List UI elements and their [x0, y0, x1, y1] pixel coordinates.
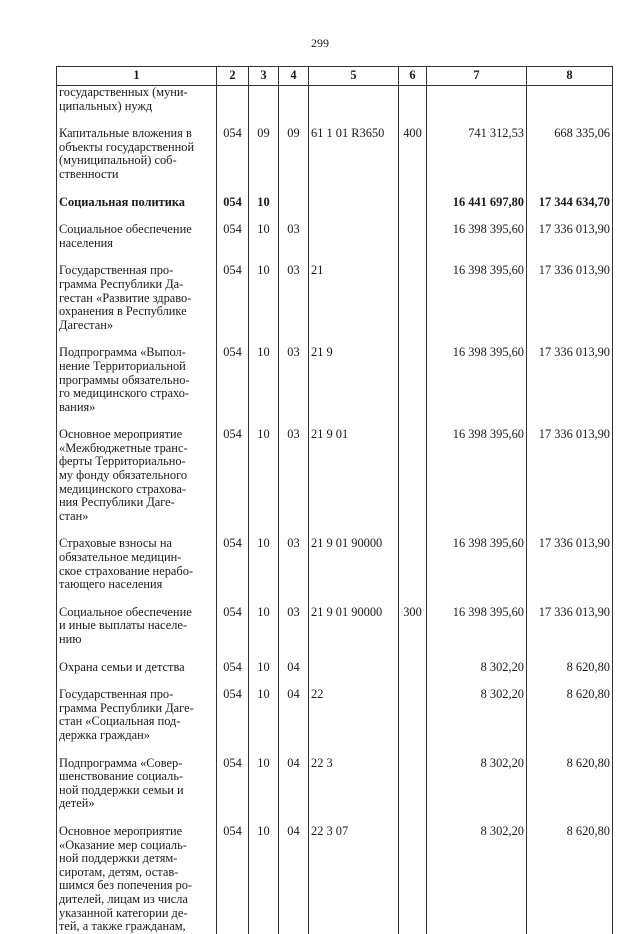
amount-year1-cell: 16 398 395,60	[427, 264, 527, 346]
table-row	[57, 825, 613, 934]
target-article-cell	[309, 223, 399, 264]
table-row	[57, 688, 613, 756]
podrazdel-cell: 03	[279, 264, 309, 346]
vedomstvo-cell: 054	[217, 661, 249, 689]
amount-year1-cell: 8 302,20	[427, 757, 527, 825]
row-name-line: детей»	[59, 796, 95, 811]
expense-type-cell: 300	[399, 606, 427, 661]
amount-year2-cell: 17 344 634,70	[527, 196, 613, 224]
target-article-cell: 21 9	[309, 346, 399, 428]
row-name-line: стан «Социальная под-	[59, 714, 181, 729]
row-name-line: ной поддержки детям-	[59, 851, 178, 866]
amount-year1-cell: 16 398 395,60	[427, 606, 527, 661]
vedomstvo-cell: 054	[217, 428, 249, 537]
row-name-line: ферты Территориально-	[59, 454, 186, 469]
target-article-cell: 21 9 01 90000	[309, 537, 399, 605]
row-name-line: ной поддержки семьи и	[59, 782, 184, 797]
vedomstvo-cell: 054	[217, 825, 249, 934]
row-name-line: Основное мероприятие	[59, 427, 183, 442]
amount-year1-cell: 16 398 395,60	[427, 223, 527, 264]
row-name-line: (муниципальной) соб-	[59, 153, 177, 168]
table-row	[57, 264, 613, 346]
row-name-line: Социальная политика	[59, 194, 185, 209]
row-name-line: Государственная про-	[59, 687, 174, 702]
row-name-line: сиротам, детям, остав-	[59, 864, 179, 879]
row-name-cell	[57, 688, 217, 756]
row-name-line: охранения в Республике	[59, 304, 187, 319]
table-row	[57, 223, 613, 264]
row-name-cell	[57, 606, 217, 661]
target-article-cell	[309, 86, 399, 128]
amount-year1-cell	[427, 86, 527, 128]
table-row	[57, 757, 613, 825]
podrazdel-cell: 03	[279, 428, 309, 537]
podrazdel-cell: 03	[279, 346, 309, 428]
podrazdel-cell: 03	[279, 606, 309, 661]
podrazdel-cell: 03	[279, 537, 309, 605]
table-row	[57, 346, 613, 428]
amount-year2-cell: 8 620,80	[527, 688, 613, 756]
podrazdel-cell: 03	[279, 223, 309, 264]
target-article-cell: 22 3 07	[309, 825, 399, 934]
razdel-cell: 10	[249, 537, 279, 605]
amount-year2-cell: 17 336 013,90	[527, 537, 613, 605]
expense-type-cell	[399, 757, 427, 825]
amount-year2-cell: 17 336 013,90	[527, 428, 613, 537]
expense-type-cell: 400	[399, 127, 427, 195]
row-name-line: нию	[59, 632, 82, 646]
vedomstvo-cell	[217, 86, 249, 128]
row-name-cell	[57, 264, 217, 346]
vedomstvo-cell: 054	[217, 264, 249, 346]
amount-year1-cell: 8 302,20	[427, 661, 527, 689]
column-header: 7	[427, 67, 527, 86]
budget-table	[56, 66, 613, 934]
row-name-line: дителей, лицам из числа	[59, 891, 188, 906]
row-name-cell	[57, 223, 217, 264]
row-name-cell	[57, 86, 217, 128]
expense-type-cell	[399, 688, 427, 756]
row-name-line: ское страхование нерабо-	[59, 563, 194, 578]
column-header: 5	[309, 67, 399, 86]
table-row	[57, 606, 613, 661]
razdel-cell: 10	[249, 346, 279, 428]
amount-year2-cell: 8 620,80	[527, 825, 613, 934]
target-article-cell: 22 3	[309, 757, 399, 825]
row-name-line: держка граждан»	[59, 727, 150, 742]
amount-year2-cell: 17 336 013,90	[527, 264, 613, 346]
row-name-line: Подпрограмма «Совер-	[59, 755, 183, 770]
target-article-cell: 61 1 01 R3650	[309, 127, 399, 195]
expense-type-cell	[399, 825, 427, 934]
expense-type-cell	[399, 428, 427, 537]
row-name-cell	[57, 537, 217, 605]
row-name-line: объекты государственной	[59, 139, 195, 154]
amount-year2-cell	[527, 86, 613, 128]
row-name-line: шенствование социаль-	[59, 769, 184, 784]
expense-type-cell	[399, 661, 427, 689]
row-name-line: населения	[59, 235, 113, 250]
table-header-row	[57, 67, 613, 86]
amount-year1-cell: 8 302,20	[427, 688, 527, 756]
podrazdel-cell: 04	[279, 661, 309, 689]
row-name-line: стан»	[59, 508, 89, 523]
razdel-cell: 10	[249, 196, 279, 224]
amount-year2-cell: 8 620,80	[527, 661, 613, 689]
row-name-line: медицинского страхова-	[59, 481, 187, 496]
row-name-line: го медицинского страхо-	[59, 386, 190, 401]
column-header: 6	[399, 67, 427, 86]
table-row	[57, 428, 613, 537]
vedomstvo-cell: 054	[217, 196, 249, 224]
page-number: 299	[311, 36, 329, 50]
row-name-cell	[57, 196, 217, 224]
amount-year2-cell: 17 336 013,90	[527, 606, 613, 661]
target-article-cell: 21 9 01 90000	[309, 606, 399, 661]
podrazdel-cell	[279, 86, 309, 128]
table-row	[57, 86, 613, 128]
row-name-line: указанной категории де-	[59, 905, 188, 920]
row-name-line: нение Территориальной	[59, 358, 186, 373]
expense-type-cell	[399, 223, 427, 264]
expense-type-cell	[399, 537, 427, 605]
amount-year1-cell: 16 441 697,80	[427, 196, 527, 224]
row-name-cell	[57, 346, 217, 428]
razdel-cell: 10	[249, 428, 279, 537]
podrazdel-cell: 04	[279, 688, 309, 756]
row-name-line: и иные выплаты населе-	[59, 618, 188, 633]
target-article-cell: 22	[309, 688, 399, 756]
row-name-cell	[57, 825, 217, 934]
column-header: 4	[279, 67, 309, 86]
table-row	[57, 661, 613, 689]
row-name-line: вания»	[59, 399, 96, 414]
row-name-line: Подпрограмма «Выпол-	[59, 345, 186, 360]
podrazdel-cell: 04	[279, 757, 309, 825]
vedomstvo-cell: 054	[217, 606, 249, 661]
razdel-cell: 10	[249, 757, 279, 825]
row-name-line: «Оказание мер социаль-	[59, 837, 187, 852]
amount-year2-cell: 668 335,06	[527, 127, 613, 195]
row-name-cell	[57, 127, 217, 195]
amount-year1-cell: 16 398 395,60	[427, 537, 527, 605]
row-name-line: обязательное медицин-	[59, 550, 182, 565]
amount-year1-cell: 741 312,53	[427, 127, 527, 195]
row-name-line: гестан «Развитие здраво-	[59, 290, 192, 305]
amount-year1-cell: 8 302,20	[427, 825, 527, 934]
expense-type-cell	[399, 86, 427, 128]
razdel-cell: 10	[249, 825, 279, 934]
row-name-line: Капитальные вложения в	[59, 126, 192, 141]
row-name-line: Страховые взносы на	[59, 536, 172, 551]
row-name-line: ния Республики Даге-	[59, 495, 175, 510]
razdel-cell: 10	[249, 688, 279, 756]
row-name-cell	[57, 661, 217, 689]
vedomstvo-cell: 054	[217, 688, 249, 756]
row-name-cell	[57, 757, 217, 825]
target-article-cell: 21 9 01	[309, 428, 399, 537]
razdel-cell: 10	[249, 606, 279, 661]
target-article-cell	[309, 196, 399, 224]
expense-type-cell	[399, 196, 427, 224]
table-row	[57, 537, 613, 605]
row-name-line: «Межбюджетные транс-	[59, 440, 188, 455]
row-name-line: грамма Республики Даге-	[59, 700, 194, 715]
row-name-line: Дагестан»	[59, 317, 114, 332]
podrazdel-cell: 09	[279, 127, 309, 195]
amount-year2-cell: 8 620,80	[527, 757, 613, 825]
row-name-line: шимся без попечения ро-	[59, 878, 193, 893]
column-header: 2	[217, 67, 249, 86]
amount-year1-cell: 16 398 395,60	[427, 346, 527, 428]
column-header: 3	[249, 67, 279, 86]
razdel-cell: 09	[249, 127, 279, 195]
razdel-cell: 10	[249, 223, 279, 264]
amount-year2-cell: 17 336 013,90	[527, 346, 613, 428]
podrazdel-cell: 04	[279, 825, 309, 934]
row-name-line: государственных (муни-	[59, 85, 188, 99]
row-name-line: тающего населения	[59, 577, 163, 592]
row-name-line: му фонду обязательного	[59, 468, 188, 483]
vedomstvo-cell: 054	[217, 223, 249, 264]
row-name-line: Государственная про-	[59, 263, 174, 278]
amount-year1-cell: 16 398 395,60	[427, 428, 527, 537]
expense-type-cell	[399, 264, 427, 346]
vedomstvo-cell: 054	[217, 346, 249, 428]
row-name-line: ципальных) нужд	[59, 98, 153, 113]
row-name-line: ственности	[59, 166, 119, 181]
target-article-cell	[309, 661, 399, 689]
table-row	[57, 196, 613, 224]
amount-year2-cell: 17 336 013,90	[527, 223, 613, 264]
row-name-line: грамма Республики Да-	[59, 276, 184, 291]
razdel-cell	[249, 86, 279, 128]
vedomstvo-cell: 054	[217, 127, 249, 195]
row-name-line: программы обязательно-	[59, 372, 190, 387]
column-header: 1	[57, 67, 217, 86]
row-name-line: тей, а также гражданам,	[59, 919, 186, 934]
razdel-cell: 10	[249, 661, 279, 689]
razdel-cell: 10	[249, 264, 279, 346]
row-name-line: Социальное обеспечение	[59, 604, 192, 619]
vedomstvo-cell: 054	[217, 537, 249, 605]
podrazdel-cell	[279, 196, 309, 224]
row-name-cell	[57, 428, 217, 537]
row-name-line: Охрана семьи и детства	[59, 659, 185, 674]
row-name-line: Социальное обеспечение	[59, 222, 192, 237]
vedomstvo-cell: 054	[217, 757, 249, 825]
row-name-line: Основное мероприятие	[59, 823, 183, 838]
column-header: 8	[527, 67, 613, 86]
table-row	[57, 127, 613, 195]
target-article-cell: 21	[309, 264, 399, 346]
expense-type-cell	[399, 346, 427, 428]
